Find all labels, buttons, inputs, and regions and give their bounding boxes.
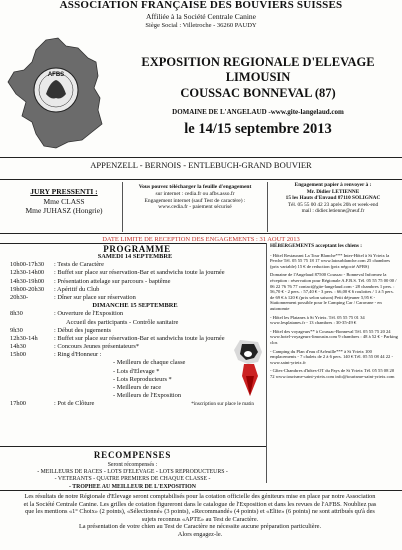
ring-item: - Meilleurs de l'Exposition (113, 392, 182, 400)
download-line: Engagement internet (sauf Test de caractère) : (144, 197, 246, 204)
download-line[interactable]: sur internet : cedia.fr ou afbs.asso.fr (155, 190, 235, 197)
note: *inscription sur place le matin (191, 401, 254, 408)
footer-closing: Alors engagez-le. (177, 530, 223, 538)
divider (0, 233, 402, 234)
day-sunday: DIMANCHE 15 SEPTEMBRE (92, 302, 178, 310)
paper-line: Engagement papier à renvoyer à : (294, 182, 372, 188)
divider (0, 490, 402, 491)
affiliation: Affiliée à la Société Centrale Canine (145, 12, 257, 21)
time: 19h00-20h30 (10, 285, 45, 293)
recompenses-title: RECOMPENSES (93, 450, 172, 460)
ring-item: - Meilleurs de race (113, 384, 162, 391)
activity: : Buffet sur place sur réservation-Bar et sandwichs toute la journée (54, 334, 225, 342)
event-title: EXPOSITION REGIONALE D'ELEVAGE (141, 55, 375, 69)
activity: : Ouverture de l'Exposition (54, 310, 124, 318)
dog-photo (228, 336, 266, 398)
lodging-block: - Hôtel les Platanes à St Yrieix. Tél. 05 55 75 01 34 www.lesplatanes.fr - 13 chambres : 30-35-49 € (270, 314, 365, 326)
ring-item: - Lots d'Elevage * (113, 367, 160, 375)
divider (0, 446, 266, 447)
download-info (126, 184, 264, 211)
time: 12h30-14h (10, 334, 38, 342)
activity: : Début des jugements (54, 326, 111, 334)
divider (122, 182, 123, 232)
rec-line: - TROPHEE AU MEILLEUR DE L'EXPOSITION (69, 483, 196, 490)
event-date: le 14/15 septembre 2013 (184, 121, 332, 137)
paper-line: Tél. 05 55 00 42 23 après 20h et week-end (287, 201, 379, 208)
jury-title: JURY PRESSENTI : (30, 187, 98, 196)
activity: : Pot de Clôture (54, 400, 95, 408)
deadline: DATE LIMITE DE RECEPTION DES ENGAGEMENTS : 31 AOUT 2013 (102, 236, 300, 243)
logo-text: AFBS (47, 72, 65, 78)
activity: : Présentation attelage sur parcours - baptême (54, 277, 171, 285)
activity: Accueil des participants - Contrôle sanitaire (66, 318, 179, 326)
jury-section (8, 187, 120, 216)
paper-engagement (270, 182, 396, 215)
ring-item: - Meilleurs de chaque classe (113, 359, 186, 367)
time: 20h30- (10, 293, 29, 301)
jury-member: Mme JUHASZ (Hongrie) (25, 206, 103, 215)
rec-intro: Seront récompensés : (107, 462, 158, 468)
france-map-logo (6, 36, 104, 154)
paper-line[interactable]: mail : didier.letienne@neuf.fr (301, 208, 365, 214)
day-saturday: SAMEDI 14 SEPTEMBRE (97, 253, 173, 260)
programme (10, 253, 260, 409)
recompenses (0, 462, 265, 491)
breeds-list: APPENZELL - BERNOIS - ENTLEBUCH-GRAND BOUVIER (90, 160, 312, 170)
paper-line: Mr. Didier LETIENNE (306, 188, 360, 195)
download-line: Vous pouvez télécharger la feuille d'engagement (138, 184, 252, 190)
hebergements-title: HÉBERGEMENTS acceptant les chiens : (270, 243, 362, 249)
hebergements (270, 244, 398, 379)
ring-item: - Lots Reproducteurs * (113, 375, 172, 383)
programme-title: PROGRAMME (103, 244, 171, 254)
time: 14h30 (10, 343, 26, 351)
time: 9h30 (10, 326, 23, 334)
activity: : Tests de Caractère (54, 261, 105, 269)
time: 10h00-17h30 (10, 261, 45, 269)
rec-line: - MEILLEURS DE RACES - LOTS D'ELEVAGE - LOTS REPRODUCTEURS - (37, 469, 228, 476)
activity: : Apéritif du Club (54, 285, 100, 293)
download-line[interactable]: www.cedia.fr - paiement sécurisé (158, 204, 232, 211)
paper-line: 15 les Hauts d'Envaud 87110 SOLIGNAC (285, 195, 381, 201)
divider (0, 179, 402, 180)
activity: : Concours Jeunes présentateurs* (54, 343, 140, 351)
lodging-block: - Gîtes-Chambres d'hôtes-OT du Pays de St Yrieix Tél. 05 55 08 20 72 www.tourisme-saint-yrieix.com info@tourisme-saint-yrieix.com (270, 368, 395, 379)
time: 8h30 (10, 310, 23, 318)
divider (266, 243, 267, 483)
time: 17h00 (10, 400, 26, 408)
event-domain: DOMAINE DE L'ANGELAUD -www.gite-langelaud.com (172, 108, 344, 116)
lodging-block: - Camping du Plan d'eau d'Arfeuille*** à St Yrieix 100 emplacements - 7 chalets de 2 à 6 pers. 140 € Tél. 05 55 08 44 22 - www.saint-yrieix.fr (270, 348, 394, 365)
jury-member: Mme CLASS (43, 196, 85, 206)
lodging-block: - Hôtel Restaurant La Tour Blanche*** Inter-Hôtel à St Yrieix la Perche Tél. 05 55 75 18 17 www.latourblanche.com 25 chambres (prix variable) 15 € de reduction (prix négocié AFBS) (270, 252, 391, 269)
time: 15h00 (10, 351, 26, 359)
lodging-block: - Hôtel des voyageurs** à Coussac-Bonneval Tél. 05 55 75 20 24 www.hotel-voyageurs-limousin.com 9 chambres : 48 à 52 € - Parking clos (270, 328, 398, 345)
footer (22, 493, 378, 539)
time: 14h30-19h00 (10, 277, 45, 285)
association-name: ASSOCIATION FRANÇAISE DES BOUVIERS SUISSES (59, 0, 343, 11)
activity: : Ring d'Honneur : (54, 351, 102, 359)
siege-social: Siège Social : Villetroche - 36260 PAUDY (145, 22, 257, 29)
divider (0, 157, 402, 158)
footer-text: Les résultats de notre Régionale d'Elevage seront comptabilisés pour la cotation officielle des géniteurs mise en place par notre Association et la Société Centrale Canine. Les grilles de cotation figureront dans le catalogue de l'Exposition et dans les revues de l'AFBS. Noubliez pas que les mentions «1° Choix» (2 points), «Sélectionné» (3 points), «Recommandé» (4 points) et «Elite» (6 points) ne sont attribués qu'à des sujets reconnus «APTE» au Test de Caractère. (23, 493, 377, 523)
footer-presentation: La présentation de votre chien au Test de Caractère ne nécessite aucune préparation particulière. (78, 523, 322, 531)
lodging-block: Domaine de l'Angelaud 87500 Coussac - Bonneval Informez la réception : réservation pour Régionale A.F.B.S. Tél. 05 55 75 00 00 / 06 22 76 76 77 contact@gite-langelaud.com - 28 chambres 1 pers. : 56,70 € - 2 pers. : 57,40 € - 3 pers. : 66,00 € 6 roulottes / 1 à 5 pers. de 69 € à 120 € (prix selon saison) Petit déjeuner 5,95 € - Stationnement possible pour le Camping Car / Caravane - en autonomie (270, 272, 397, 311)
time: 12h30-14h00 (10, 269, 45, 277)
activity: : Dîner sur place sur réservation (54, 293, 136, 301)
event-region: LIMOUSIN (225, 70, 291, 84)
rec-line: - VETERANTS - QUATRE PREMIERS DE CHAQUE CLASSE - (54, 476, 211, 483)
activity: : Buffet sur place sur réservation-Bar et sandwichs toute la journée (54, 269, 225, 277)
divider (267, 182, 268, 232)
event-location: COUSSAC BONNEVAL (87) (180, 86, 336, 100)
